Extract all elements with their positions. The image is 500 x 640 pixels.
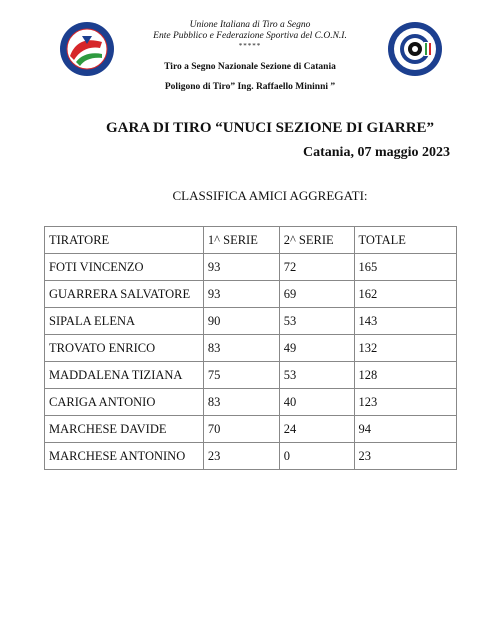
ranking-subtitle: CLASSIFICA AMICI AGGREGATI: — [172, 188, 368, 203]
results-table — [44, 226, 457, 470]
table-row — [45, 416, 457, 443]
cell-tiratore: TROVATO ENRICO — [45, 335, 204, 362]
header-federation-subtitle: Ente Pubblico e Federazione Sportiva del C.O.N.I. — [153, 31, 347, 41]
cell-tiratore: FOTI VINCENZO — [45, 254, 204, 281]
cell-totale: 23 — [354, 443, 457, 470]
competition-title: GARA DI TIRO “UNUCI SEZIONE DI GIARRE” — [105, 120, 435, 136]
cell-serie-1: 83 — [203, 389, 279, 416]
target-shooting-logo — [386, 20, 444, 78]
header-tiratore: TIRATORE — [45, 227, 204, 254]
table-row — [45, 443, 457, 470]
cell-tiratore: GUARRERA SALVATORE — [45, 281, 204, 308]
header-stars: ***** — [238, 42, 262, 50]
competition-date: Catania, 07 maggio 2023 — [303, 145, 450, 160]
cell-serie-1: 93 — [203, 254, 279, 281]
cell-totale: 94 — [354, 416, 457, 443]
cell-totale: 162 — [354, 281, 457, 308]
table-row — [45, 335, 457, 362]
header-federation-name: Unione Italiana di Tiro a Segno — [189, 20, 311, 30]
cell-serie-2: 24 — [279, 416, 354, 443]
table-row — [45, 281, 457, 308]
cell-tiratore: MARCHESE DAVIDE — [45, 416, 204, 443]
table-row — [45, 362, 457, 389]
uits-catania-emblem-icon — [58, 20, 116, 78]
cell-serie-2: 0 — [279, 443, 354, 470]
cell-serie-1: 70 — [203, 416, 279, 443]
table-row — [45, 308, 457, 335]
cell-tiratore: CARIGA ANTONIO — [45, 389, 204, 416]
table-row — [45, 389, 457, 416]
uits-catania-logo — [58, 20, 116, 78]
cell-serie-2: 40 — [279, 389, 354, 416]
header-totale: TOTALE — [354, 227, 457, 254]
cell-serie-1: 90 — [203, 308, 279, 335]
cell-serie-2: 53 — [279, 362, 354, 389]
table-row — [45, 254, 457, 281]
cell-serie-1: 93 — [203, 281, 279, 308]
cell-serie-2: 69 — [279, 281, 354, 308]
cell-serie-2: 49 — [279, 335, 354, 362]
cell-tiratore: SIPALA ELENA — [45, 308, 204, 335]
cell-tiratore: MARCHESE ANTONINO — [45, 443, 204, 470]
cell-totale: 123 — [354, 389, 457, 416]
cell-tiratore: MADDALENA TIZIANA — [45, 362, 204, 389]
header-section-name: Tiro a Segno Nazionale Sezione di Catania — [164, 62, 336, 72]
cell-serie-2: 53 — [279, 308, 354, 335]
cell-serie-1: 75 — [203, 362, 279, 389]
cell-serie-2: 72 — [279, 254, 354, 281]
cell-totale: 165 — [354, 254, 457, 281]
cell-totale: 128 — [354, 362, 457, 389]
cell-serie-1: 23 — [203, 443, 279, 470]
header-serie-2: 2^ SERIE — [279, 227, 354, 254]
header-serie-1: 1^ SERIE — [203, 227, 279, 254]
cell-totale: 143 — [354, 308, 457, 335]
table-header-row — [45, 227, 457, 254]
cell-serie-1: 83 — [203, 335, 279, 362]
target-emblem-icon — [386, 20, 444, 78]
cell-totale: 132 — [354, 335, 457, 362]
header-range-name: Poligono di Tiro” Ing. Raffaello Mininni ” — [164, 82, 336, 92]
